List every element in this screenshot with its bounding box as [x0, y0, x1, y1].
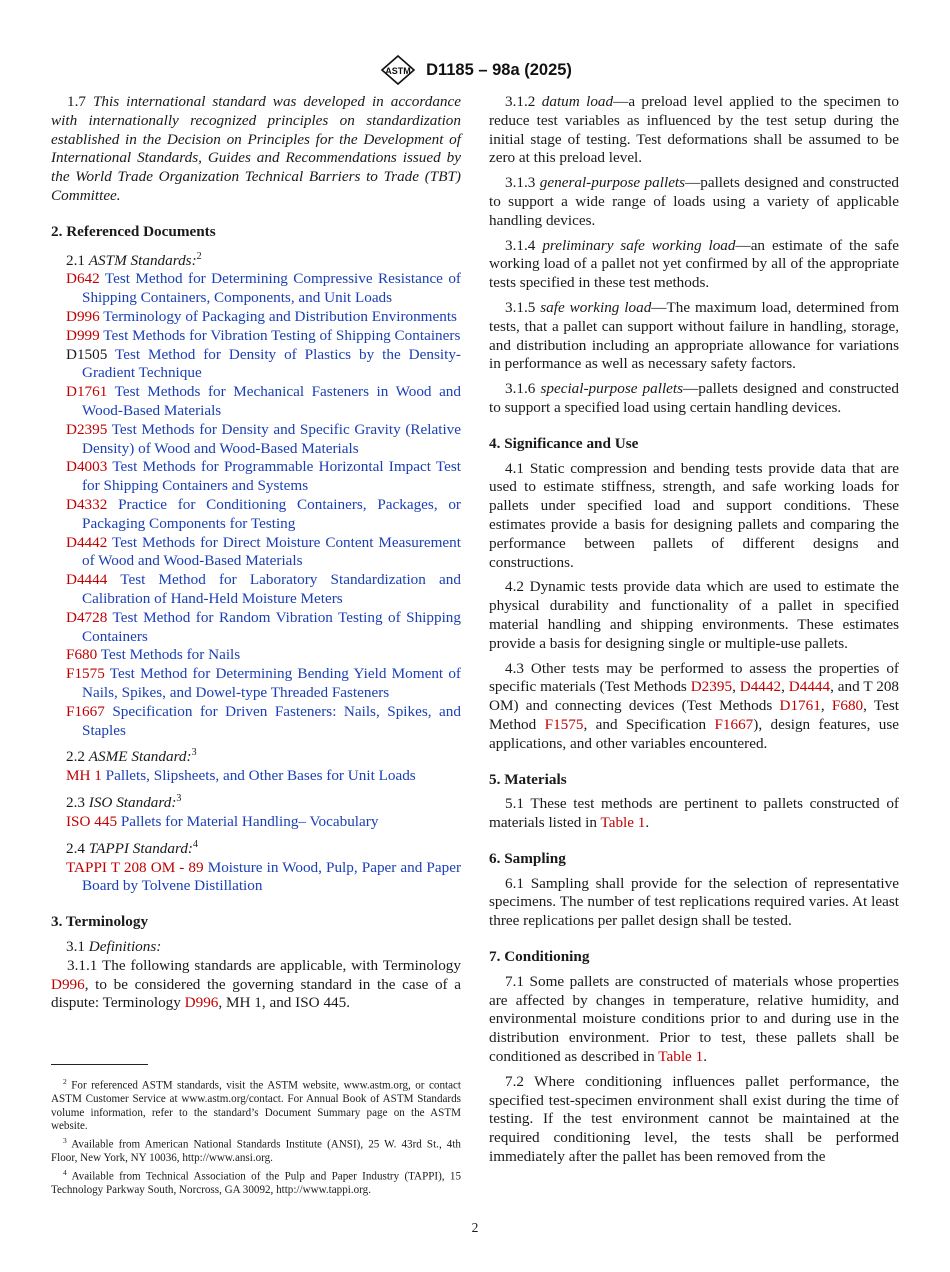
link-d2395[interactable]: D2395	[690, 678, 733, 696]
link-d996[interactable]: D996	[184, 994, 219, 1012]
footnote-text: Available from Technical Association of the Pulp and Paper Industry (TAPPI), 15 Technology Parkway South, Norcross, GA 30092, http://www.tappi.org.	[51, 1170, 461, 1197]
link-d4444[interactable]: D4444	[788, 678, 831, 696]
definition-text: —a preload level applied to the specimen to reduce test variables as influenced by the test setup during the initial stage of testing. Test deformations shall be assumed to be zero at this preload level.	[489, 93, 899, 167]
definition-3-1-4	[489, 237, 899, 293]
reference-code-link[interactable]: F1667	[66, 702, 105, 720]
reference-entry	[66, 609, 461, 647]
reference-entry	[66, 571, 461, 609]
link-f1667[interactable]: F1667	[714, 715, 754, 733]
para-number: 3.1.3	[505, 174, 536, 192]
footnote-3	[51, 1134, 461, 1166]
reference-title-link[interactable]: Test Methods for Direct Moisture Content Measurement of Wood and Wood-Based Materials	[82, 533, 461, 570]
footnotes	[51, 1064, 461, 1198]
reference-code-link[interactable]: ISO 445	[66, 812, 118, 830]
para-number: 3.1.5	[505, 298, 536, 316]
subsection-astm-standards	[51, 248, 461, 271]
definition-text: —The maximum load, determined from tests, that a pallet can support without failure in handling, storage, and distribution including an appropriate allowance for variations in performance as well as necessary safety factors.	[489, 298, 900, 373]
page-number: 2	[471, 1220, 479, 1235]
reference-entry	[66, 346, 461, 384]
reference-entry	[66, 421, 461, 459]
reference-title-link[interactable]: Test Method for Random Vibration Testing of Shipping Containers	[82, 608, 461, 645]
reference-entry	[66, 703, 461, 741]
link-f680[interactable]: F680	[831, 697, 864, 715]
subsection-iso-standard	[51, 790, 461, 813]
reference-entry	[66, 383, 461, 421]
reference-title-link[interactable]: Specification for Driven Fasteners: Nails, Spikes, and Staples	[82, 702, 461, 739]
footnote-ref[interactable]: 2	[196, 250, 202, 262]
reference-entry	[66, 327, 461, 346]
reference-code-link[interactable]: D2395	[66, 420, 108, 438]
para-number: 1.7	[67, 93, 86, 110]
para-text: , to be considered the governing standard in the case of a dispute: Terminology	[51, 975, 461, 1012]
reference-title-link[interactable]: Test Method for Determining Compressive Resistance of Shipping Containers, Components, and Unit Loads	[82, 270, 461, 307]
definition-3-1-3	[489, 174, 899, 230]
paragraph-6-1: 6.1 Sampling shall provide for the selection of representative specimens. The number of test replications required varies. At least three replications per pallet design shall be tested.	[489, 874, 899, 930]
reference-entry	[66, 496, 461, 534]
page-header	[0, 50, 950, 90]
para-text: 3.1.1 The following standards are applicable, with Terminology	[67, 956, 461, 974]
reference-title-link[interactable]: Test Methods for Mechanical Fasteners in Wood and Wood-Based Materials	[82, 383, 461, 420]
subsection-label: TAPPI Standard:	[88, 839, 193, 857]
para-text: , MH 1, and ISO 445.	[218, 994, 351, 1012]
subsection-asme-standard	[51, 744, 461, 767]
right-column	[489, 93, 899, 1173]
reference-code-link[interactable]: D4444	[66, 571, 108, 589]
definition-3-1-2	[489, 93, 899, 168]
para-number: 3.1.6	[505, 380, 536, 398]
astm-reference-list	[51, 270, 461, 740]
reference-code-link[interactable]: F1575	[66, 665, 105, 683]
section-heading-referenced-documents: 2. Referenced Documents	[51, 222, 216, 240]
reference-code-link[interactable]: F680	[66, 646, 98, 664]
section-heading-materials: 5. Materials	[489, 770, 567, 788]
reference-code-link[interactable]: TAPPI T 208 OM - 89	[66, 858, 204, 876]
reference-title-link[interactable]: Test Methods for Density and Specific Gravity (Relative Density) of Wood and Wood-Based Materials	[82, 420, 461, 457]
reference-code-link[interactable]: D999	[66, 326, 100, 344]
reference-code-link[interactable]: D1761	[66, 383, 108, 401]
reference-entry	[66, 767, 461, 786]
paragraph-3-1-1	[51, 957, 461, 1013]
reference-title-link[interactable]: Terminology of Packaging and Distribution Environments	[103, 308, 457, 326]
reference-code-link[interactable]: D4442	[66, 533, 108, 551]
subsection-label: ASME Standard:	[88, 748, 192, 766]
subsection-number: 2.3	[66, 794, 85, 812]
reference-entry	[66, 859, 461, 897]
footnote-text: Available from American National Standards Institute (ANSI), 25 W. 43rd St., 4th Floor, New York, NY 10036, http://www.ansi.org.	[51, 1138, 461, 1165]
reference-entry	[66, 665, 461, 703]
astm-logo-icon	[378, 54, 418, 86]
reference-title-link[interactable]: Test Method for Laboratory Standardization and Calibration of Hand-Held Moisture Meters	[82, 571, 461, 607]
defined-term: special-purpose pallets	[540, 380, 684, 398]
footnote-number: 4	[63, 1167, 67, 1177]
para-text: ), design features, use applications, and other variables encountered.	[489, 715, 899, 752]
para-text: , and Specification	[583, 715, 715, 733]
reference-code-link[interactable]: MH 1	[66, 767, 102, 785]
reference-title-link[interactable]: Practice for Conditioning Containers, Packages, or Packaging Components for Testing	[82, 496, 461, 532]
reference-entry	[66, 813, 461, 832]
footnote-ref[interactable]: 4	[192, 838, 198, 850]
definition-text: —pallets designed and constructed to support a wide range of loads using a variety of applicable handling devices.	[489, 174, 899, 229]
definition-3-1-6	[489, 380, 899, 418]
reference-title-link[interactable]: Test Methods for Nails	[100, 646, 241, 664]
reference-code-link[interactable]: D4003	[66, 458, 108, 476]
defined-term: general-purpose pallets	[539, 174, 686, 192]
link-table-1[interactable]: Table 1	[600, 814, 646, 832]
paragraph-1-7	[51, 93, 461, 206]
para-text: .	[645, 814, 650, 832]
astm-logo-text: ASTM	[385, 66, 411, 76]
definition-text: —an estimate of the safe working load of a pallet not yet confirmed by all of the appropriate tests specified in these test methods.	[489, 236, 899, 292]
paragraph-4-2: 4.2 Dynamic tests provide data which are used to estimate the physical durability and functionality of a pallet in specified material handling and shipping environments. These estimates provide a basis for designing single or multiple-use pallets.	[489, 578, 899, 652]
subsection-label: Definitions:	[88, 937, 162, 955]
footnote-text: For referenced ASTM standards, visit the ASTM website, www.astm.org, or contact ASTM Customer Service at www.astm.org/contact. For Annual Book of ASTM Standards volume information, refer to the standard’s Document Summary page on the ASTM website.	[51, 1079, 461, 1133]
reference-title-link[interactable]: Moisture in Wood, Pulp, Paper and Paper Board by Tolvene Distillation	[82, 858, 461, 895]
para-number: 3.1.2	[505, 93, 536, 110]
reference-title-link[interactable]: Test Method for Determining Bending Yield Moment of Nails, Spikes, and Dowel-type Threaded Fasteners	[82, 665, 461, 701]
definition-3-1-5	[489, 299, 899, 374]
footnote-4	[51, 1166, 461, 1198]
para-number: 3.1.4	[505, 236, 536, 254]
paragraph-7-2: 7.2 Where conditioning influences pallet performance, the specified test-specimen environment shall exist during the time of testing. If the test environment cannot be maintained at the required conditioning level, the tests shall be performed immediately after the pallet has been removed from the	[489, 1072, 899, 1166]
para-text: .	[703, 1048, 707, 1066]
subsection-label: ASTM Standards:	[88, 251, 197, 269]
link-table-1[interactable]: Table 1	[658, 1048, 704, 1066]
paragraph-4-1: 4.1 Static compression and bending tests provide data that are used to estimate stiffness, strength, and safe working loads for pallets under specified load and support conditions. These estimates provide a basis for designing pallets and comparing the performance between pallets of different designs and constructions.	[489, 459, 899, 571]
para-text: ,	[732, 678, 740, 696]
para-text: ,	[781, 678, 789, 696]
para-text: , and T 208 OM) and connecting devices (Test Methods	[489, 678, 900, 715]
para-text: This international standard was developed in accordance with internationally recognized principles on standardization established in the Decision on Principles for the Development of International Standards, Guides and Recommendations issued by the World Trade Organization Technical Barriers to Trade (TBT) Committee.	[51, 93, 462, 204]
reference-code-link: D1505	[66, 345, 108, 363]
para-text: , Test Method	[489, 697, 900, 733]
section-heading-conditioning: 7. Conditioning	[489, 948, 590, 966]
reference-code-link[interactable]: D996	[66, 308, 100, 326]
reference-entry	[66, 534, 461, 572]
paragraph-7-1	[489, 973, 899, 1067]
defined-term: safe working load	[540, 298, 652, 316]
defined-term: preliminary safe working load	[542, 236, 736, 254]
section-heading-sampling: 6. Sampling	[489, 849, 566, 867]
footnote-number: 2	[63, 1077, 67, 1086]
reference-title-link[interactable]: Test Methods for Vibration Testing of Shipping Containers	[103, 326, 461, 344]
subsection-number: 3.1	[66, 937, 85, 955]
subsection-tappi-standard	[51, 836, 461, 859]
para-text: 4.3 Other tests may be performed to assess the properties of specific materials (Test Methods	[489, 659, 899, 696]
link-f1575[interactable]: F1575	[544, 715, 584, 733]
subsection-label: ISO Standard:	[88, 794, 177, 812]
reference-title-link[interactable]: Test Methods for Programmable Horizontal Impact Test for Shipping Containers and Systems	[82, 458, 461, 495]
section-heading-significance-and-use: 4. Significance and Use	[489, 434, 639, 452]
reference-code-link[interactable]: D4332	[66, 496, 108, 513]
reference-entry	[66, 308, 461, 327]
reference-title-link[interactable]: Pallets, Slipsheets, and Other Bases for Unit Loads	[105, 767, 416, 785]
reference-title-link[interactable]: Test Method for Density of Plastics by the Density-Gradient Technique	[82, 345, 461, 382]
link-d996[interactable]: D996	[51, 975, 85, 993]
subsection-number: 2.4	[66, 839, 85, 857]
footnote-2	[51, 1075, 461, 1134]
para-text: 5.1 These test methods are pertinent to pallets constructed of materials listed in	[489, 795, 899, 832]
subsection-number: 2.1	[66, 251, 85, 269]
footnote-ref[interactable]: 3	[176, 793, 182, 805]
reference-entry	[66, 270, 461, 308]
definition-text: —pallets designed and constructed to support a specified load using certain handling devices.	[489, 380, 900, 416]
reference-code-link[interactable]: D4728	[66, 608, 108, 626]
reference-code-link[interactable]: D642	[66, 270, 100, 288]
standard-designation: D1185 – 98a (2025)	[426, 60, 572, 79]
reference-entry	[66, 646, 461, 665]
reference-entry	[66, 458, 461, 496]
section-heading-terminology: 3. Terminology	[51, 913, 149, 931]
link-d4442[interactable]: D4442	[739, 678, 782, 696]
footnote-divider	[51, 1064, 148, 1065]
footnote-number: 3	[63, 1136, 67, 1146]
paragraph-4-3	[489, 660, 899, 754]
defined-term: datum load	[541, 93, 614, 110]
paragraph-5-1	[489, 795, 899, 833]
reference-title-link[interactable]: Pallets for Material Handling– Vocabulary	[120, 812, 379, 830]
para-text: 7.1 Some pallets are constructed of materials whose properties are affected by changes in temperature, relative humidity, and environmental moisture conditions prior to and during use in the distribution environment. Prior to test, these pallets shall be conditioned as described in	[489, 972, 899, 1066]
subsection-number: 2.2	[66, 748, 85, 766]
link-d1761[interactable]: D1761	[779, 697, 821, 715]
footnote-ref[interactable]: 3	[191, 747, 197, 759]
left-column	[51, 93, 461, 1019]
para-text: ,	[820, 697, 832, 715]
subsection-definitions	[51, 938, 461, 957]
